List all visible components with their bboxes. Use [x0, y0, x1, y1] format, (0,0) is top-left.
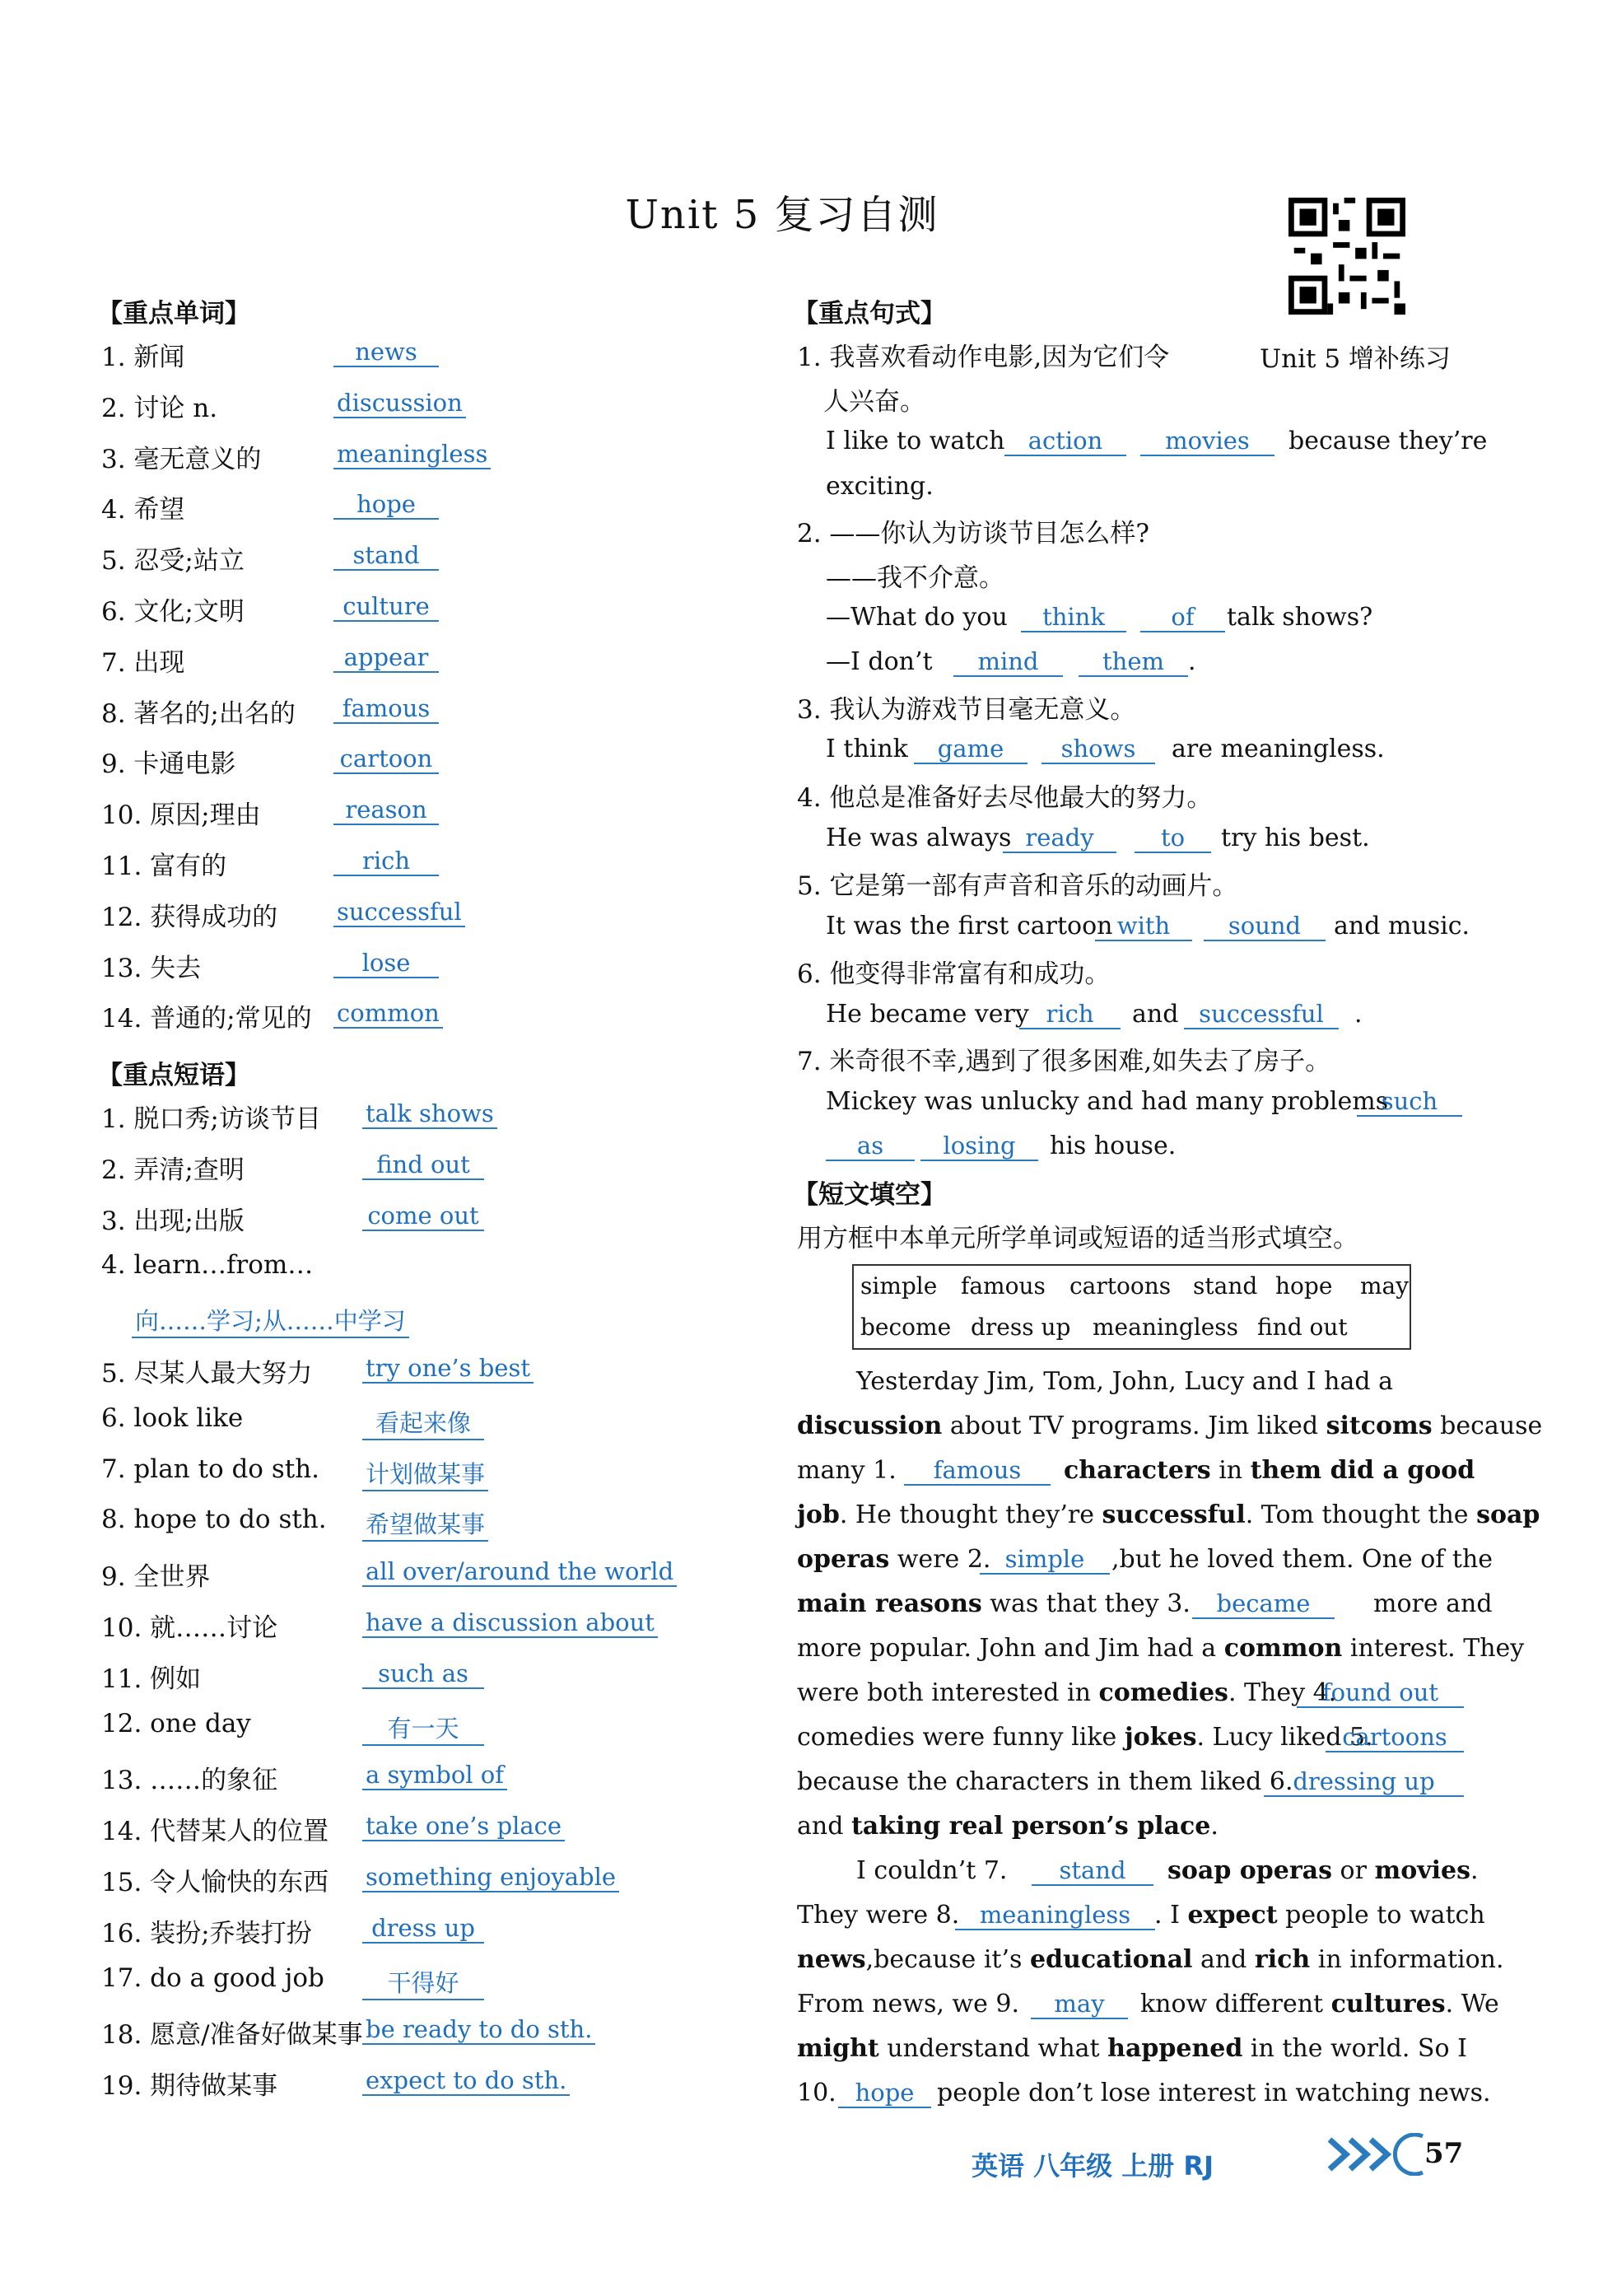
cloze-header: 【短文填空】 [793, 1180, 946, 1210]
sentence-1-cn-2: 人兴奋。 [823, 387, 925, 417]
phrase-question: 12. one day [101, 1708, 251, 1738]
cloze-blank-6: dressing up [1264, 1767, 1464, 1797]
key-phrases-header: 【重点短语】 [97, 1061, 250, 1090]
phrase-answer: be ready to do sth. [362, 2015, 595, 2045]
phrase-answer: 干得好 [362, 1965, 484, 2000]
chevron-right-icon [1326, 2133, 1428, 2176]
phrase-question: 11. 例如 [101, 1664, 202, 1694]
word-question: 3. 毫无意义的 [101, 444, 262, 474]
cloze-blank-1: famous [904, 1456, 1051, 1486]
sentence-6-cn: 6. 他变得非常富有和成功。 [797, 959, 1111, 989]
word-question: 12. 获得成功的 [101, 902, 278, 932]
phrase-answer: something enjoyable [362, 1863, 619, 1892]
word-answer: stand [333, 541, 439, 571]
word-question: 4. 希望 [101, 495, 185, 525]
passage-line: because the characters in them liked 6. [797, 1767, 1293, 1796]
phrase-question: 4. learn…from… [101, 1250, 314, 1281]
phrase-question: 10. 就……讨论 [101, 1613, 278, 1643]
word-answer: culture [333, 592, 439, 622]
footer-label: 英语 八年级 上册 RJ [972, 2150, 1214, 2182]
phrase-question: 5. 尽某人最大努力 [101, 1359, 313, 1388]
phrase-answer: 希望做某事 [362, 1506, 488, 1542]
phrase-answer: 有一天 [362, 1710, 484, 1746]
passage-line: operas were 2. [797, 1545, 991, 1574]
word-question: 9. 卡通电影 [101, 749, 236, 780]
key-words-header: 【重点单词】 [97, 299, 250, 329]
sentence-3-en-2: are meaningless. [1172, 735, 1385, 763]
sentence-1-cn: 1. 我喜欢看动作电影,因为它们令 [797, 343, 1170, 372]
word-question: 10. 原因;理由 [101, 800, 261, 831]
word-answer: successful [333, 898, 465, 927]
phrase-answer: find out [362, 1150, 484, 1180]
cloze-blank-3: became [1192, 1589, 1335, 1619]
passage-line: many 1. [797, 1456, 897, 1485]
sentence-6-blank-1: rich [1019, 1000, 1121, 1029]
sentence-6-en-2: and [1132, 1000, 1179, 1029]
sentence-1-en-mid: because they’re [1288, 427, 1488, 455]
key-sentences-header: 【重点句式】 [793, 299, 946, 329]
sentence-3-en-1: I think [826, 735, 908, 763]
passage-line: main reasons was that they 3. [797, 1589, 1191, 1618]
qr-code-image[interactable] [1288, 198, 1405, 315]
word-question: 13. 失去 [101, 953, 202, 983]
passage-line: They were 8. [797, 1901, 960, 1930]
sentence-5-blank-1: with [1095, 912, 1192, 941]
cloze-blank-5: cartoons [1326, 1723, 1464, 1752]
sentence-2-en-4: . [1188, 647, 1196, 676]
passage-line: comedies were funny like jokes. Lucy liked 5. [797, 1723, 1373, 1752]
sentence-6-en-1: He became very [826, 1000, 1029, 1029]
phrase-answer: a symbol of [362, 1761, 507, 1790]
phrase-answer: talk shows [362, 1099, 497, 1129]
passage-line: Yesterday Jim, Tom, John, Lucy and I had a [856, 1367, 1393, 1396]
sentence-1-en-end: exciting. [826, 472, 934, 501]
word-box-item: become [860, 1314, 952, 1341]
phrase-answer: expect to do sth. [362, 2066, 570, 2096]
phrase-question: 17. do a good job [101, 1962, 324, 1993]
sentence-5-cn: 5. 它是第一部有声音和音乐的动画片。 [797, 871, 1238, 901]
page-title: Unit 5 复习自测 [625, 192, 939, 238]
phrase-question: 1. 脱口秀;访谈节目 [101, 1104, 321, 1134]
passage-line: 10. [797, 2079, 836, 2107]
sentence-2-en-2: talk shows? [1227, 603, 1373, 632]
word-answer: appear [333, 643, 439, 673]
sentence-7-en-2: his house. [1050, 1132, 1177, 1160]
cloze-blank-7: stand [1032, 1856, 1153, 1886]
cloze-blank-9: may [1031, 1990, 1128, 2019]
word-question: 7. 出现 [101, 647, 185, 678]
word-box-item: find out [1257, 1314, 1348, 1341]
passage-line: might understand what happened in the world. So I [797, 2034, 1467, 2063]
phrase-answer: take one’s place [362, 1812, 565, 1841]
word-question: 8. 著名的;出名的 [101, 698, 296, 729]
word-box-item: famous [961, 1272, 1046, 1300]
phrase-question: 13. ……的象征 [101, 1766, 278, 1796]
phrase-question: 8. hope to do sth. [101, 1505, 327, 1535]
sentence-3-blank-1: game [914, 735, 1028, 764]
phrase-answer: have a discussion about [362, 1608, 658, 1638]
sentence-2-blank-3: mind [953, 647, 1063, 677]
cloze-blank-4: found out [1297, 1678, 1464, 1708]
word-question: 2. 讨论 n. [101, 393, 218, 423]
sentence-2-blank-2: of [1140, 603, 1225, 632]
passage-line: soap operas or movies. [1167, 1856, 1479, 1885]
phrase-question: 9. 全世界 [101, 1562, 211, 1593]
sentence-4-cn: 4. 他总是准备好去尽他最大的努力。 [797, 783, 1213, 813]
cloze-instruction: 用方框中本单元所学单词或短语的适当形式填空。 [797, 1224, 1358, 1253]
word-question: 1. 新闻 [101, 343, 185, 372]
word-answer: cartoon [333, 744, 439, 774]
qr-caption: Unit 5 增补练习 [1260, 344, 1451, 374]
sentence-7-blank-1: such [1357, 1087, 1462, 1117]
phrase-question: 2. 弄清;查明 [101, 1155, 245, 1185]
phrase-answer: such as [362, 1659, 484, 1689]
word-box-item: simple [860, 1272, 938, 1300]
sentence-7-en-1: Mickey was unlucky and had many problems [826, 1087, 1389, 1116]
passage-line: . I expect people to watch [1154, 1901, 1485, 1930]
phrase-question: 6. look like [101, 1402, 244, 1433]
sentence-5-blank-2: sound [1204, 912, 1326, 941]
word-question: 11. 富有的 [101, 852, 227, 881]
word-box-item: meaningless [1093, 1314, 1239, 1341]
passage-line: I couldn’t 7. [856, 1856, 1008, 1885]
word-box-item: dress up [971, 1314, 1071, 1341]
sentence-4-blank-1: ready [1003, 824, 1116, 853]
sentence-2-cn-2: ——我不介意。 [826, 563, 1004, 593]
word-box-item: stand [1193, 1272, 1258, 1300]
sentence-7-blank-3: losing [920, 1132, 1038, 1161]
passage-line: characters in them did a good [1064, 1456, 1475, 1485]
sentence-5-en-2: and music. [1334, 912, 1470, 940]
phrase-question: 7. plan to do sth. [101, 1454, 320, 1484]
sentence-2-cn: 2. ——你认为访谈节目怎么样? [797, 519, 1150, 548]
passage-line: ,but he loved them. One of the [1111, 1545, 1493, 1574]
word-box-item: hope [1275, 1272, 1333, 1300]
word-answer: reason [333, 796, 439, 825]
passage-line: were both interested in comedies. They 4. [797, 1678, 1337, 1707]
word-answer: discussion [333, 389, 466, 418]
page-number: 57 [1424, 2137, 1464, 2170]
word-answer: meaningless [333, 440, 491, 469]
phrase-question: 15. 令人愉快的东西 [101, 1868, 329, 1897]
sentence-1-blank-2: movies [1140, 427, 1274, 456]
sentence-5-en-1: It was the first cartoon [826, 912, 1113, 940]
sentence-4-en-2: try his best. [1221, 824, 1370, 852]
cloze-blank-10: hope [838, 2079, 931, 2108]
word-box-item: cartoons [1069, 1272, 1172, 1300]
phrase-answer: 看起来像 [362, 1405, 484, 1440]
phrase-answer: 计划做某事 [362, 1456, 488, 1491]
sentence-2-blank-1: think [1021, 603, 1126, 632]
sentence-1-blank-1: action [1004, 427, 1126, 456]
passage-line: know different cultures. We [1140, 1990, 1499, 2018]
word-question: 6. 文化;文明 [101, 597, 245, 627]
word-answer: news [333, 338, 439, 367]
phrase-answer: try one’s best [362, 1354, 534, 1384]
sentence-7-blank-2: as [826, 1132, 915, 1161]
passage-line: more popular. John and Jim had a common interest. They [797, 1634, 1525, 1663]
phrase-question: 3. 出现;出版 [101, 1206, 245, 1236]
sentence-2-en-1: —What do you [826, 603, 1008, 632]
phrase-question: 16. 装扮;乔装打扮 [101, 1918, 312, 1948]
word-box-item: may [1360, 1272, 1410, 1300]
sentence-6-en-3: . [1354, 1000, 1363, 1029]
passage-line: job. He thought they’re successful. Tom thought the soap [797, 1500, 1540, 1529]
word-answer: lose [333, 949, 439, 978]
sentence-3-cn: 3. 我认为游戏节目毫无意义。 [797, 695, 1136, 725]
passage-line: more and [1373, 1589, 1493, 1618]
phrase-question: 14. 代替某人的位置 [101, 1817, 329, 1847]
phrase-answer: come out [362, 1202, 484, 1231]
passage-line: From news, we 9. [797, 1990, 1020, 2018]
sentence-2-en-3: —I don’t [826, 647, 933, 676]
sentence-7-cn: 7. 米奇很不幸,遇到了很多困难,如失去了房子。 [797, 1047, 1331, 1076]
phrase-question: 19. 期待做某事 [101, 2071, 278, 2102]
phrase-question: 18. 愿意/准备好做某事 [101, 2020, 363, 2051]
cloze-blank-2: simple [980, 1545, 1110, 1575]
cloze-blank-8: meaningless [955, 1901, 1155, 1930]
sentence-2-blank-4: them [1079, 647, 1188, 677]
sentence-4-blank-2: to [1135, 824, 1211, 853]
sentence-3-blank-2: shows [1041, 735, 1155, 764]
phrase-answer: 向……学习;从……中学习 [132, 1303, 409, 1338]
passage-line: discussion about TV programs. Jim liked sitcoms because [797, 1412, 1543, 1440]
word-question: 14. 普通的;常见的 [101, 1004, 312, 1034]
passage-line: and taking real person’s place. [797, 1812, 1219, 1841]
phrase-answer: dress up [362, 1914, 484, 1944]
word-answer: common [333, 999, 443, 1029]
word-box [852, 1264, 1411, 1350]
passage-line: people don’t lose interest in watching news. [937, 2079, 1491, 2107]
sentence-6-blank-2: successful [1184, 1000, 1339, 1029]
word-answer: rich [333, 847, 439, 876]
phrase-answer: all over/around the world [362, 1557, 677, 1587]
word-question: 5. 忍受;站立 [101, 546, 245, 576]
word-answer: hope [333, 490, 439, 520]
word-answer: famous [333, 694, 439, 724]
sentence-1-en-start: I like to watch [826, 427, 1005, 455]
passage-line: news,because it’s educational and rich in information. [797, 1945, 1504, 1974]
sentence-4-en-1: He was always [826, 824, 1012, 852]
